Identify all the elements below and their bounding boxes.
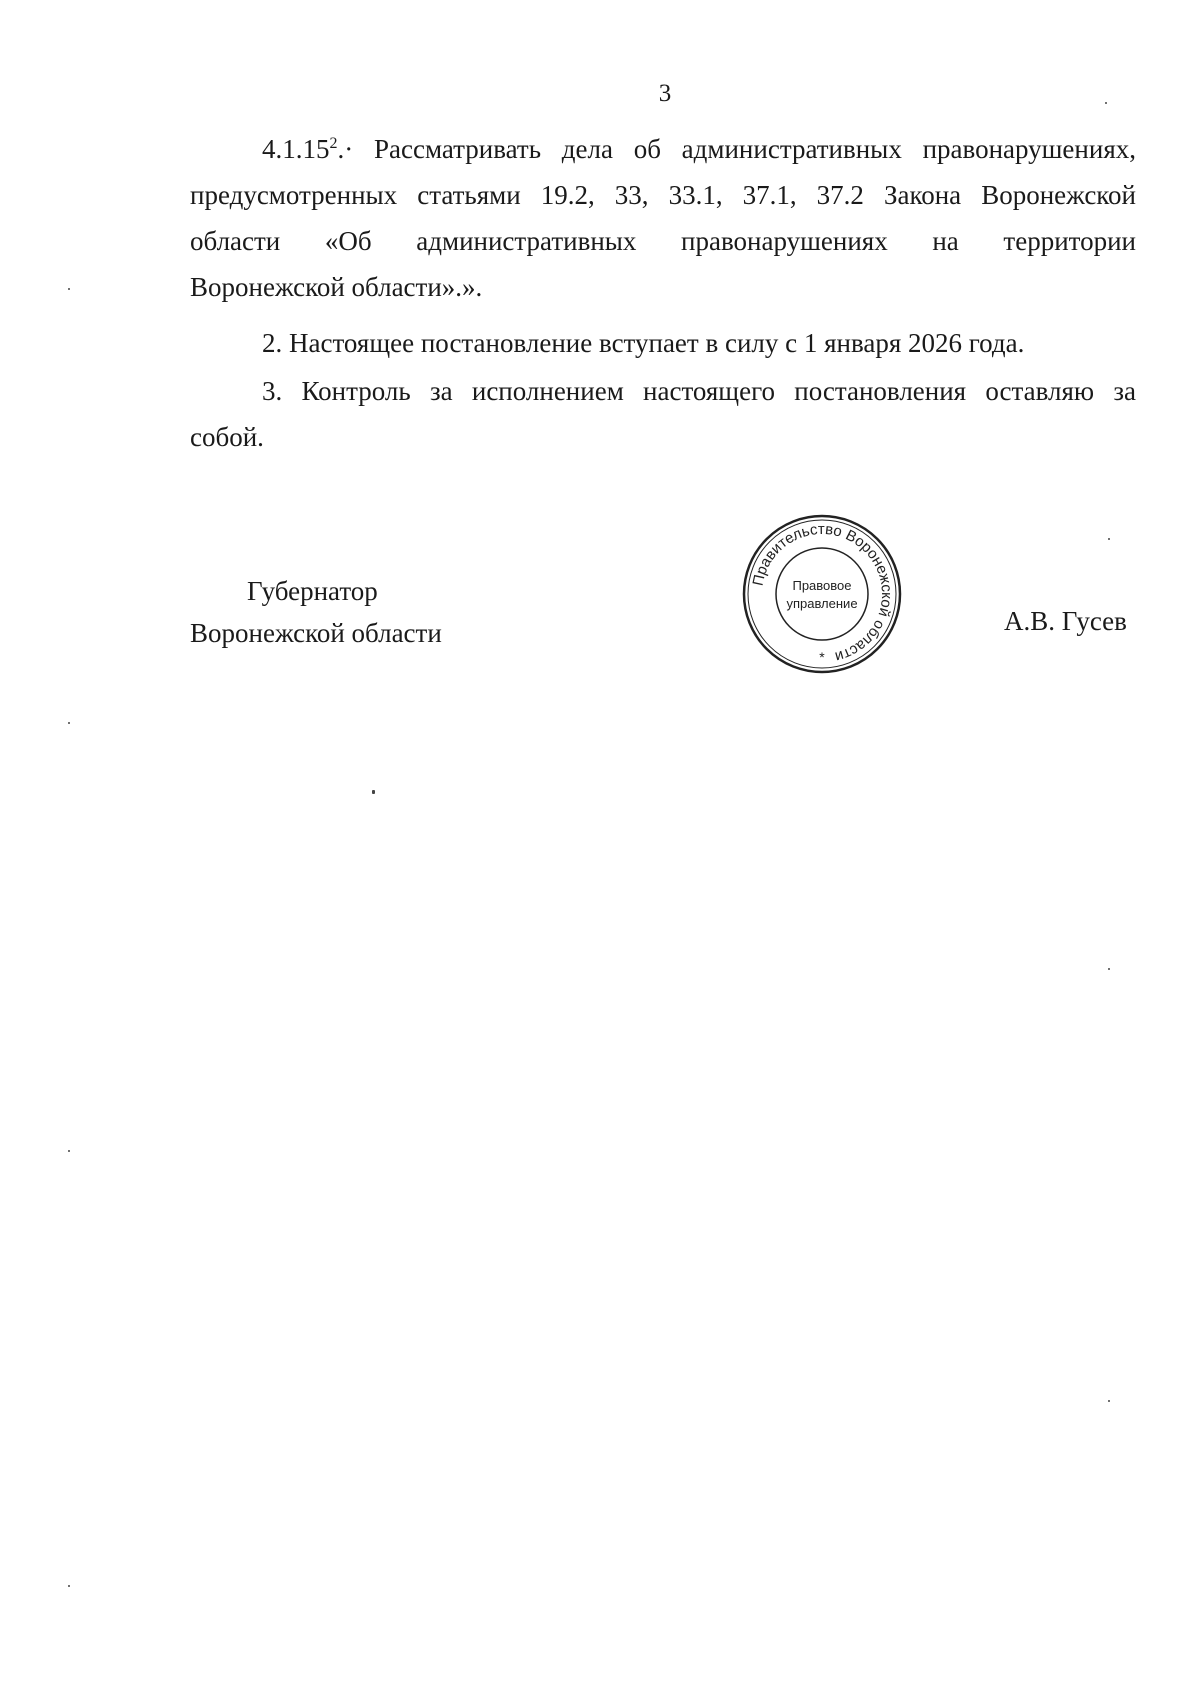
- signatory-title: [190, 570, 442, 654]
- stamp-center-line2: управление: [786, 596, 858, 611]
- paragraph-line: области «Об административных правонарушениях на территории: [190, 226, 1136, 256]
- clause-text: .· Рассматривать дела об административных правонарушениях,: [337, 134, 1136, 164]
- page-number: 3: [658, 80, 672, 107]
- scan-speck: [372, 790, 375, 794]
- paragraph-line: 3. Контроль за исполнением настоящего постановления оставляю за: [262, 376, 1136, 406]
- stamp-ring-text: Правительство Воронежской области: [749, 520, 896, 666]
- signatory-name: А.В. Гусев: [1004, 606, 1127, 636]
- signatory-position: Губернатор: [247, 576, 378, 606]
- paragraph-line: [190, 126, 1136, 172]
- scan-speck: [1108, 1400, 1110, 1402]
- stamp-seal-icon: [740, 512, 904, 676]
- scan-speck: [1108, 538, 1110, 540]
- scan-speck: [68, 1150, 70, 1152]
- paragraph-line: собой.: [190, 422, 264, 452]
- scan-speck: [1105, 102, 1107, 104]
- scan-speck: [1108, 968, 1110, 970]
- paragraph-4-1-15-2: [190, 126, 1136, 310]
- paragraph-3-control: [190, 368, 1136, 460]
- stamp-star: *: [819, 649, 825, 665]
- paragraph-line: Воронежской области».».: [190, 272, 483, 302]
- scan-speck: [68, 1585, 70, 1587]
- clause-number: 4.1.15: [262, 134, 330, 164]
- paragraph-line: 2. Настоящее постановление вступает в силу с 1 января 2026 года.: [262, 328, 1025, 358]
- paragraph-2-effective-date: [190, 320, 1136, 366]
- signatory-region: Воронежской области: [190, 618, 442, 648]
- scan-speck: [68, 722, 70, 724]
- scan-speck: [68, 288, 70, 290]
- official-stamp: [740, 512, 904, 676]
- paragraph-line: предусмотренных статьями 19.2, 33, 33.1, 37.1, 37.2 Закона Воронежской: [190, 180, 1136, 210]
- clause-superscript: 2: [329, 135, 338, 152]
- stamp-center-line1: Правовое: [792, 578, 852, 593]
